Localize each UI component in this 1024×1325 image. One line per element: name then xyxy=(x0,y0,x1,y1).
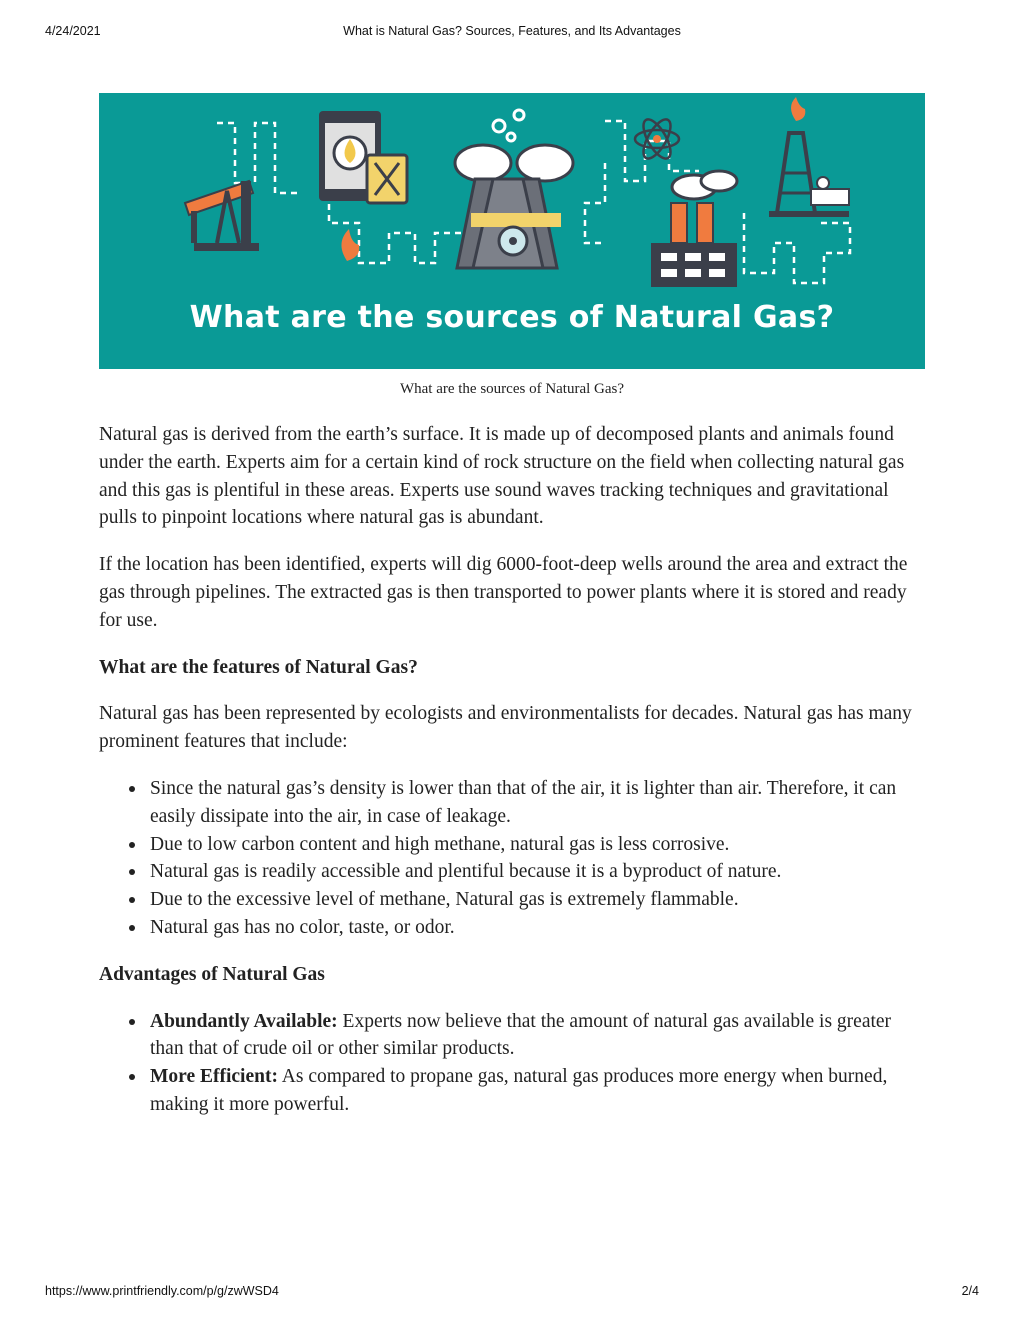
paragraph-features-intro: Natural gas has been represented by ecologists and environmentalists for decades. Natural gas has many prominent features that include: xyxy=(99,703,912,753)
hero-banner xyxy=(99,93,925,369)
list-item: Since the natural gas’s density is lower than that of the air, it is lighter than air. Therefore, it can easily dissipate into the air, in case of leakage. xyxy=(150,775,925,831)
list-item: Due to the excessive level of methane, Natural gas is extremely flammable. xyxy=(150,886,925,914)
image-caption: What are the sources of Natural Gas? xyxy=(399,381,625,397)
features-list xyxy=(99,775,925,942)
list-item xyxy=(150,1063,925,1119)
factory-icon xyxy=(651,171,737,287)
heading-features: What are the features of Natural Gas? xyxy=(99,656,418,678)
list-item: Natural gas has no color, taste, or odor. xyxy=(150,914,925,942)
nuclear-plant-icon xyxy=(455,110,573,268)
list-item: Due to low carbon content and high methane, natural gas is less corrosive. xyxy=(150,831,925,859)
jerry-can-icon xyxy=(367,155,407,203)
advantage-text: Experts now believe that the amount of natural gas available is greater than that of crude oil or other similar products. xyxy=(150,1010,892,1060)
advantage-term: More Efficient: xyxy=(150,1066,278,1088)
pumpjack-icon xyxy=(185,181,259,251)
hero-title: What are the sources of Natural Gas? xyxy=(189,300,835,335)
advantages-list xyxy=(99,1008,925,1119)
atom-icon xyxy=(635,115,679,162)
paragraph-extraction: If the location has been identified, experts will dig 6000-foot-deep wells around the area and extract the gas through pipelines. The extracted gas is then transported to power plants where it is stored and ready for use. xyxy=(99,554,908,631)
page-url: https://www.printfriendly.com/p/g/zwWSD4 xyxy=(45,1284,279,1298)
heading-advantages: Advantages of Natural Gas xyxy=(99,963,325,985)
gas-rig-icon xyxy=(769,97,849,217)
pipeline-icon xyxy=(217,123,299,193)
list-item: Natural gas is readily accessible and plentiful because it is a byproduct of nature. xyxy=(150,858,925,886)
article-body xyxy=(99,421,925,1138)
print-date: 4/24/2021 xyxy=(45,24,101,38)
list-item xyxy=(150,1008,925,1064)
print-title: What is Natural Gas? Sources, Features, and Its Advantages xyxy=(343,24,681,38)
advantage-text: As compared to propane gas, natural gas produces more energy when burned, making it more powerful. xyxy=(150,1066,888,1115)
flame-icon xyxy=(341,229,359,261)
page-number: 2/4 xyxy=(961,1284,979,1298)
paragraph-sources: Natural gas is derived from the earth’s surface. It is made up of decomposed plants and animals found under the earth. Experts aim for a certain kind of rock structure on the field when collecting natural gas and this gas is plentiful in these areas. Experts use sound waves tracking techniques and gravitational pulls to pinpoint locations where natural gas is abundant. xyxy=(99,424,905,529)
advantage-term: Abundantly Available: xyxy=(150,1010,338,1032)
